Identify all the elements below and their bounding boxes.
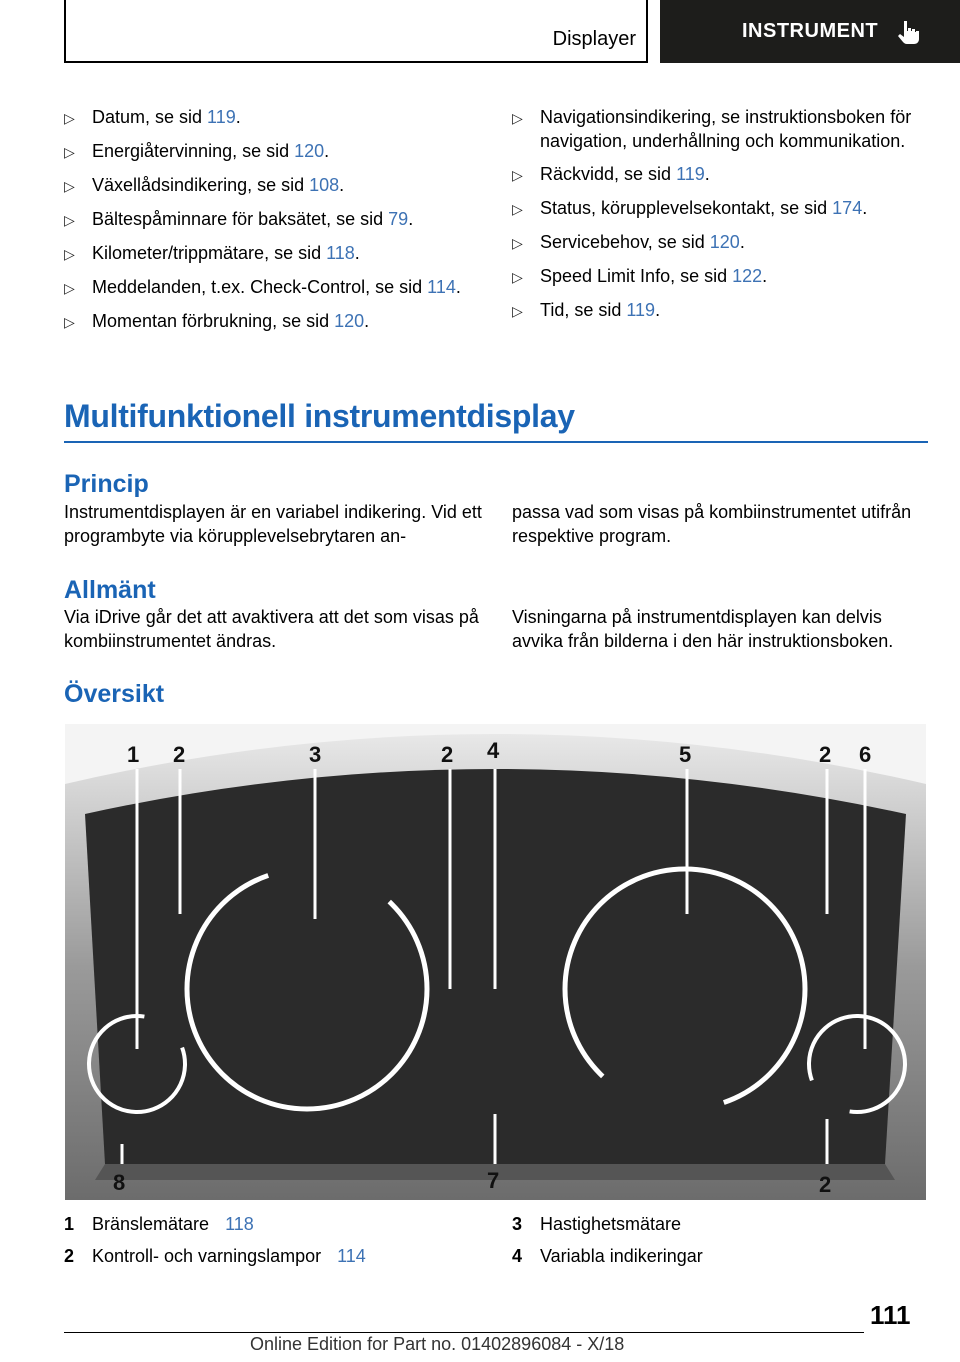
bullet-list-left	[64, 105, 464, 343]
footer-rule	[64, 1332, 864, 1333]
page-reference-link[interactable]: 118	[326, 243, 355, 263]
bullet-item	[64, 139, 464, 164]
callout-label: 1	[127, 742, 140, 767]
bullet-text: Tid, se sid 119.	[540, 300, 661, 320]
legend-label: Kontroll- och varningslampor	[92, 1246, 322, 1266]
bullet-text: Speed Limit Info, se sid 122.	[540, 266, 768, 286]
legend-item	[512, 1240, 703, 1272]
legend-number: 2	[64, 1246, 75, 1266]
bullet-item	[512, 298, 932, 323]
bullet-text: Navigationsindikering, se instruktionsboken för navigation, underhållning och kommunikation.	[540, 107, 912, 151]
section-title: Multifunktionell instrumentdisplay	[64, 398, 575, 434]
bullet-item	[64, 309, 464, 334]
page-reference-link[interactable]: 118	[225, 1214, 254, 1234]
triangle-bullet-icon: ▷	[512, 167, 523, 183]
triangle-bullet-icon: ▷	[64, 178, 75, 194]
legend-item	[64, 1240, 366, 1272]
princip-text-col2: passa vad som visas på kombiinstrumentet utifrån respektive program.	[512, 502, 912, 546]
bullet-item	[64, 207, 464, 232]
header-section-label: Displayer	[552, 28, 636, 50]
triangle-bullet-icon: ▷	[64, 110, 75, 126]
legend-label: Hastighetsmätare	[540, 1214, 682, 1234]
allmant-heading: Allmänt	[64, 576, 156, 604]
bullet-text: Meddelanden, t.ex. Check-Control, se sid 114.	[92, 277, 461, 297]
callout-label: 5	[679, 742, 692, 767]
callout-label: 2	[441, 742, 454, 767]
header-chapter-label: INSTRUMENT	[742, 20, 879, 42]
page-number: 111	[870, 1300, 911, 1330]
triangle-bullet-icon: ▷	[64, 212, 75, 228]
bullet-item	[64, 105, 464, 130]
legend-number: 4	[512, 1246, 523, 1266]
legend-label: Variabla indikeringar	[540, 1246, 703, 1266]
bullet-item	[64, 275, 464, 300]
allmant-text-col2: Visningarna på instrumentdisplayen kan delvis avvika från bilderna i den här instruktionsboken.	[512, 607, 894, 651]
bullet-item	[512, 196, 932, 221]
triangle-bullet-icon: ▷	[64, 144, 75, 160]
callout-label: 8	[113, 1170, 126, 1195]
callout-label: 6	[859, 742, 872, 767]
bullet-text: Räckvidd, se sid 119.	[540, 164, 710, 184]
instrument-cluster-illustration	[65, 724, 926, 1200]
page-reference-link[interactable]: 120	[334, 311, 365, 331]
allmant-text-col1: Via iDrive går det att avaktivera att det som visas på kombiinstrumentet ändras.	[64, 607, 479, 651]
oversikt-heading: Översikt	[64, 680, 165, 708]
bullet-text: Energiåtervinning, se sid 120.	[92, 141, 330, 161]
bullet-text: Bältespåminnare för baksätet, se sid 79.	[92, 209, 414, 229]
page-reference-link[interactable]: 120	[709, 232, 740, 252]
callout-label: 2	[819, 742, 832, 767]
bullet-text: Växellådsindikering, se sid 108.	[92, 175, 345, 195]
triangle-bullet-icon: ▷	[64, 246, 75, 262]
triangle-bullet-icon: ▷	[512, 110, 523, 126]
triangle-bullet-icon: ▷	[512, 201, 523, 217]
bullet-text: Momentan förbrukning, se sid 120.	[92, 311, 370, 331]
bullet-text: Servicebehov, se sid 120.	[540, 232, 745, 252]
page-reference-link[interactable]: 114	[427, 277, 456, 297]
pointing-hand-icon	[896, 19, 922, 45]
triangle-bullet-icon: ▷	[512, 303, 523, 319]
instrument-cluster-figure	[65, 724, 926, 1200]
bullet-text: Datum, se sid 119.	[92, 107, 241, 127]
page-reference-link[interactable]: 119	[207, 107, 236, 127]
triangle-bullet-icon: ▷	[64, 314, 75, 330]
bullet-item	[512, 105, 932, 153]
callout-label: 7	[487, 1168, 500, 1193]
page-reference-link[interactable]: 122	[732, 266, 763, 286]
triangle-bullet-icon: ▷	[512, 235, 523, 251]
callout-label: 4	[487, 738, 500, 763]
callout-label: 3	[309, 742, 322, 767]
triangle-bullet-icon: ▷	[64, 280, 75, 296]
bullet-text: Kilometer/trippmätare, se sid 118.	[92, 243, 360, 263]
page-reference-link[interactable]: 114	[337, 1246, 366, 1266]
legend-item	[512, 1208, 703, 1240]
bullet-item	[512, 230, 932, 255]
page-reference-link[interactable]: 119	[626, 300, 656, 320]
page-reference-link[interactable]: 120	[294, 141, 325, 161]
page-reference-link[interactable]: 119	[676, 164, 705, 184]
page-reference-link[interactable]: 174	[832, 198, 863, 218]
legend-right	[512, 1208, 703, 1272]
triangle-bullet-icon: ▷	[512, 269, 523, 285]
legend-left	[64, 1208, 366, 1272]
footer-text: Online Edition for Part no. 01402896084 - X/18	[250, 1334, 625, 1354]
bullet-text: Status, körupplevelsekontakt, se sid 174.	[540, 198, 868, 218]
legend-label: Bränslemätare	[92, 1214, 210, 1234]
legend-item	[64, 1208, 366, 1240]
page-reference-link[interactable]: 108	[309, 175, 340, 195]
bullet-item	[512, 162, 932, 187]
bullet-item	[64, 173, 464, 198]
callout-label: 2	[173, 742, 186, 767]
bullet-item	[64, 241, 464, 266]
princip-text-col1: Instrumentdisplayen är en variabel indikering. Vid ett programbyte via körupplevelsebrytaren an-	[64, 502, 482, 546]
callout-label: 2	[819, 1172, 832, 1197]
page-reference-link[interactable]: 79	[388, 209, 409, 229]
bullet-item	[512, 264, 932, 289]
header-chapter-tab	[660, 0, 960, 63]
bullet-list-right	[512, 105, 932, 332]
legend-number: 1	[64, 1214, 75, 1234]
legend-number: 3	[512, 1214, 523, 1234]
princip-heading: Princip	[64, 470, 149, 498]
title-rule	[64, 441, 928, 443]
